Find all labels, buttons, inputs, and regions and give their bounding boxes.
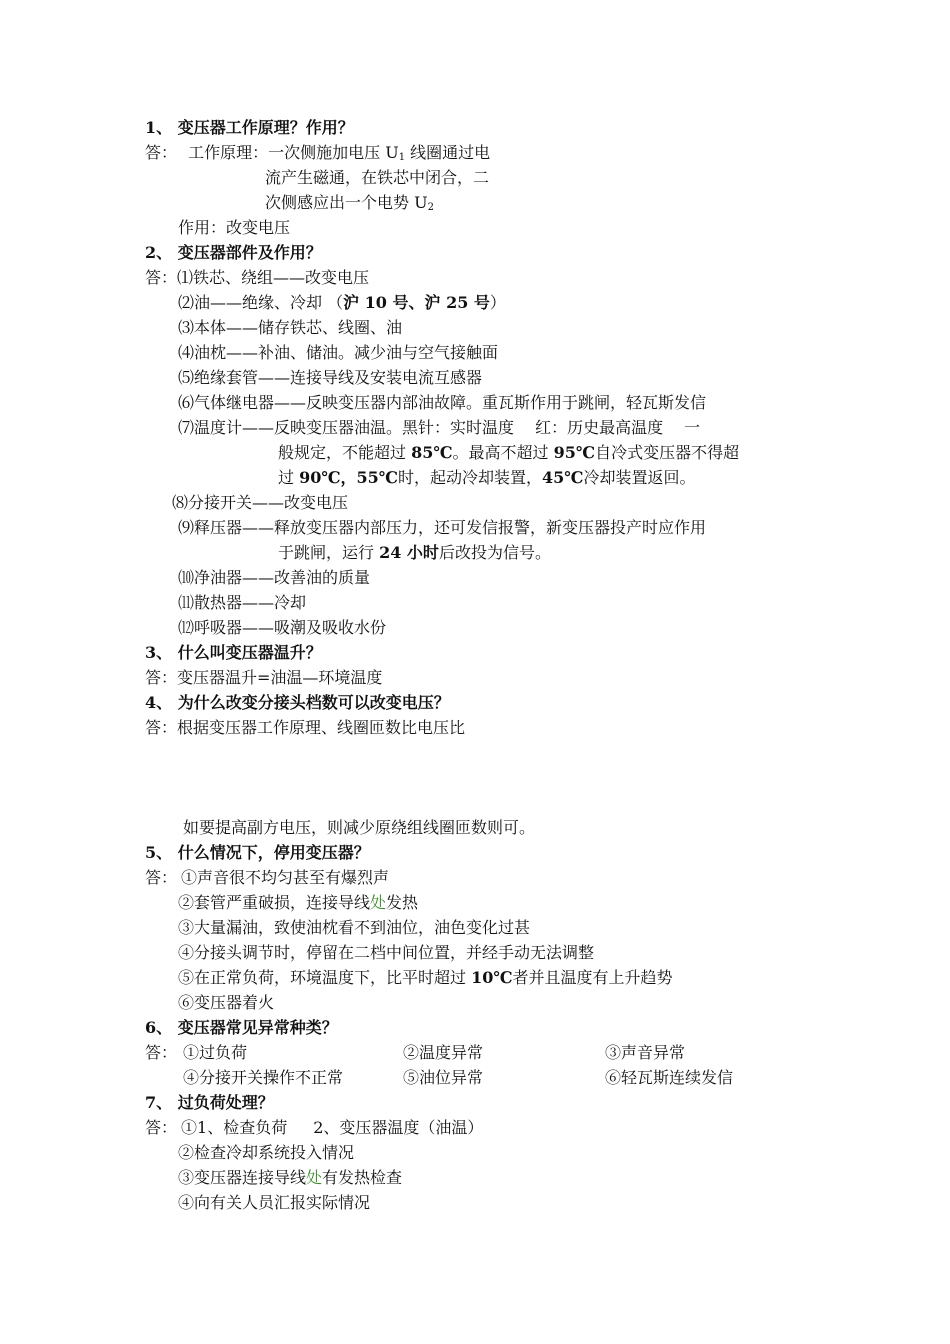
q2-item-2b: 沪 10 号、沪 25 号	[343, 293, 490, 312]
q5-item-4: ④分接头调节时，停留在二档中间位置，并经手动无法调整	[178, 943, 595, 962]
answer-prefix: 答：	[145, 868, 178, 887]
t5: 冷却装置返回。	[583, 468, 696, 487]
t4: 45℃	[542, 468, 584, 487]
q3-title: 3、 什么叫变压器温升？	[145, 643, 322, 662]
t1: 般规定，不能超过	[278, 443, 412, 462]
answer-prefix: 答：	[145, 143, 178, 162]
q5-title: 5、 什么情况下，停用变压器？	[145, 843, 370, 862]
q2-item-1-text: ⑴铁芯、绕组——改变电压	[177, 268, 370, 287]
t5: 自冷式变压器不得超	[595, 443, 740, 462]
q4-title: 4、 为什么改变分接头档数可以改变电压？	[145, 693, 450, 712]
t1: ②套管严重破损，连接导线	[178, 893, 371, 912]
t1: ③变压器连接导线	[178, 1168, 307, 1187]
q2-item-9-line-2	[278, 543, 551, 563]
q1-answer-line-2: 流产生磁通，在铁芯中闭合，二	[265, 168, 490, 187]
t3: 时，起动冷却装置，	[397, 468, 542, 487]
q5-item-5	[178, 968, 673, 988]
q4-answer-continuation: 如要提高副方电压，则减少原绕组线圈匝数则可。	[183, 818, 536, 837]
q6-title: 6、 变压器常见异常种类？	[145, 1018, 338, 1037]
q2-item-2a: ⑵油——绝缘、冷却 （	[178, 293, 344, 312]
q5-item-3: ③大量漏油，致使油枕看不到油位，油色变化过甚	[178, 918, 531, 937]
q7-item-2: ②检查冷却系统投入情况	[178, 1143, 355, 1162]
principle-text-1a: 一次侧施加电压 U	[268, 143, 399, 162]
t2: 10℃	[471, 968, 513, 987]
q5-item-1-text: ①声音很不均匀甚至有爆烈声	[181, 868, 390, 887]
t2: 85℃	[411, 443, 453, 462]
q6-category-4: ④分接开关操作不正常	[183, 1068, 344, 1087]
t2: 24 小时	[379, 543, 439, 562]
q3-answer: 答：变压器温升=油温—环境温度	[145, 668, 383, 687]
t2: 90℃，55℃	[299, 468, 398, 487]
q6-answer-prefix: 答：	[145, 1043, 178, 1062]
q1-title: 1、 变压器工作原理？作用？	[145, 118, 354, 137]
t1: 过	[278, 468, 300, 487]
t2: 处	[306, 1168, 323, 1187]
q2-item-7-line-1: ⑺温度计——反映变压器油温。黑针：实时温度 红：历史最高温度 一	[178, 418, 701, 437]
q7-item-3	[178, 1168, 402, 1188]
q2-item-5: ⑸绝缘套管——连接导线及安装电流互感器	[178, 368, 483, 387]
t2: 2、变压器温度（油温）	[313, 1118, 484, 1137]
t3: 发热	[386, 893, 419, 912]
q6-category-5: ⑤油位异常	[403, 1068, 484, 1087]
q1-answer-line-1	[145, 143, 490, 168]
q6-category-1: ①过负荷	[183, 1043, 248, 1062]
t3: 者并且温度有上升趋势	[512, 968, 673, 987]
t1: ①1、检查负荷	[181, 1118, 288, 1137]
q2-item-10: ⑽净油器——改善油的质量	[178, 568, 371, 587]
q7-item-4: ④向有关人员汇报实际情况	[178, 1193, 371, 1212]
q2-item-6: ⑹气体继电器——反映变压器内部油故障。重瓦斯作用于跳闸，轻瓦斯发信	[178, 393, 707, 412]
principle-label: 工作原理：	[188, 143, 269, 162]
t1: 于跳闸，运行	[278, 543, 380, 562]
u2-subscript: 2	[427, 202, 434, 213]
q2-item-2c: ）	[489, 293, 506, 312]
q2-item-7-line-2	[278, 443, 739, 463]
t1: ⑤在正常负荷，环境温度下，比平时超过	[178, 968, 472, 987]
t3: 。最高不超过	[452, 443, 554, 462]
principle-text-3a: 次侧感应出一个电势 U	[265, 193, 428, 212]
t3: 有发热检查	[322, 1168, 403, 1187]
q1-answer-line-3	[265, 193, 434, 218]
q5-item-1	[145, 868, 389, 888]
q2-item-3: ⑶本体——储存铁芯、线圈、油	[178, 318, 403, 337]
answer-prefix: 答：	[145, 1118, 178, 1137]
principle-text-1b: 线圈通过电	[405, 143, 491, 162]
q2-item-7-line-3	[278, 468, 695, 488]
u1-subscript: 1	[398, 152, 406, 163]
q7-item-1	[145, 1118, 483, 1138]
q2-item-12: ⑿呼吸器——吸潮及吸收水份	[178, 618, 387, 637]
q6-category-6: ⑥轻瓦斯连续发信	[605, 1068, 734, 1087]
q2-title: 2、 变压器部件及作用？	[145, 243, 322, 262]
q7-title: 7、 过负荷处理？	[145, 1093, 274, 1112]
q2-item-11: ⑾散热器——冷却	[178, 593, 307, 612]
q4-answer: 答：根据变压器工作原理、线圈匝数比电压比	[145, 718, 466, 737]
q2-item-4: ⑷油枕——补油、储油。减少油与空气接触面	[178, 343, 499, 362]
q2-item-9-line-1: ⑼释压器——释放变压器内部压力，还可发信报警，新变压器投产时应作用	[178, 518, 707, 537]
q5-item-2	[178, 893, 418, 913]
t4: 95℃	[553, 443, 596, 462]
q1-function: 作用：改变电压	[178, 218, 291, 237]
q6-category-3: ③声音异常	[605, 1043, 686, 1062]
t2: 处	[370, 893, 387, 912]
q2-item-2	[178, 293, 506, 313]
q2-item-1	[145, 268, 369, 288]
q2-item-8: ⑻分接开关——改变电压	[172, 493, 349, 512]
q6-category-2: ②温度异常	[403, 1043, 484, 1062]
t3: 后改投为信号。	[438, 543, 551, 562]
answer-prefix: 答：	[145, 268, 178, 287]
q5-item-6: ⑥变压器着火	[178, 993, 275, 1012]
